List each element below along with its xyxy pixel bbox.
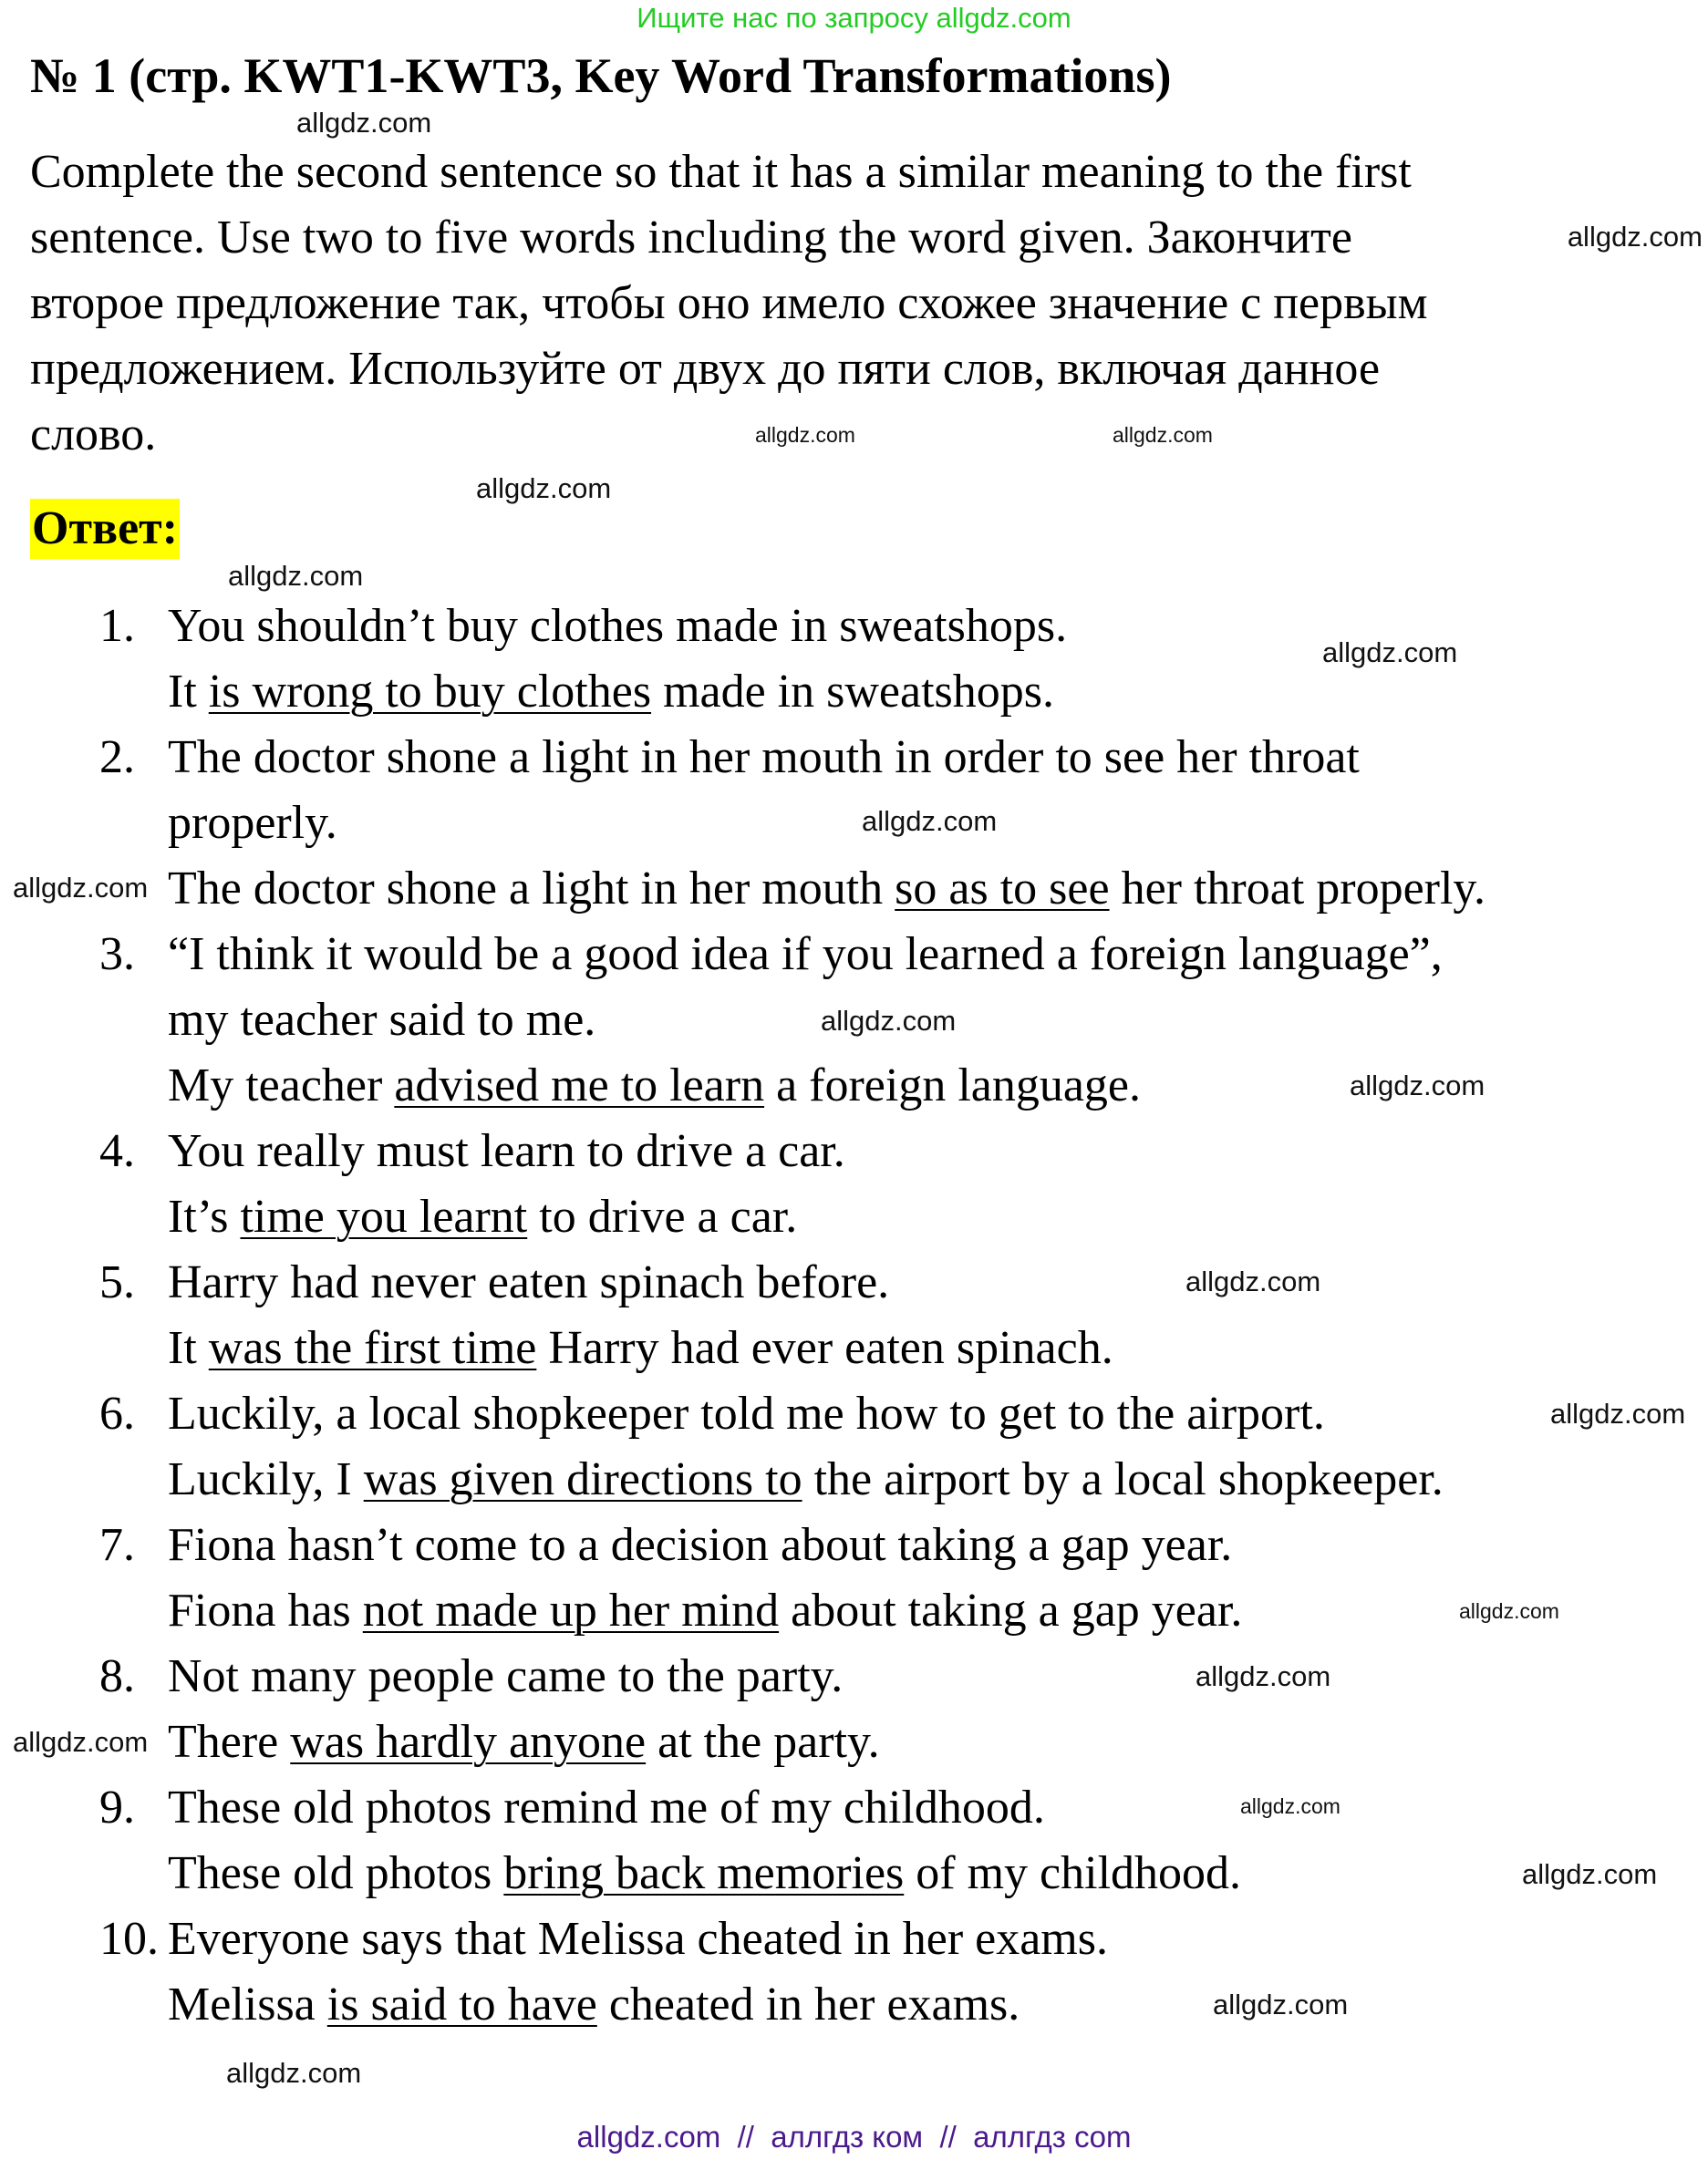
question-line bbox=[0, 1513, 1708, 1578]
watermark: allgdz.com bbox=[1567, 221, 1703, 253]
answer-underlined: bring back memories bbox=[503, 1847, 905, 1899]
answer-before: Luckily, I bbox=[168, 1453, 364, 1505]
watermark: allgdz.com bbox=[1350, 1070, 1485, 1101]
answer-underlined: is said to have bbox=[326, 1979, 597, 2030]
answer-underlined: was given directions to bbox=[363, 1453, 802, 1505]
answer-after: of my childhood. bbox=[904, 1847, 1242, 1899]
instructions-line: Complete the second sentence so that it has a similar meaning to the first bbox=[30, 146, 1412, 198]
question-line bbox=[0, 922, 1708, 987]
watermark: allgdz.com bbox=[1522, 1858, 1658, 1890]
question-text: Fiona hasn’t come to a decision about taking a gap year. bbox=[168, 1519, 1233, 1571]
answer-after: her throat properly. bbox=[1109, 863, 1486, 914]
question-text: The doctor shone a light in her mouth in order to see her throat bbox=[168, 731, 1360, 783]
watermark: allgdz.com bbox=[13, 872, 149, 904]
answer-line bbox=[0, 1578, 1708, 1644]
question-line bbox=[0, 1906, 1708, 1972]
question-line bbox=[0, 1250, 1708, 1316]
top-banner: Ищите нас по запросу allgdz.com bbox=[637, 2, 1071, 34]
question-line bbox=[0, 1644, 1708, 1710]
answer-before: These old photos bbox=[168, 1847, 504, 1899]
answer-underlined: was the first time bbox=[208, 1322, 537, 1374]
question-text: These old photos remind me of my childhood. bbox=[168, 1782, 1045, 1834]
question-text: Everyone says that Melissa cheated in her exams. bbox=[168, 1913, 1108, 1965]
watermark: allgdz.com bbox=[1213, 1989, 1349, 2020]
answer-underlined: advised me to learn bbox=[394, 1059, 765, 1111]
item-number: 3. bbox=[99, 928, 135, 980]
answer-line bbox=[0, 1710, 1708, 1775]
answer-text bbox=[168, 1972, 1020, 2038]
item-number: 10. bbox=[99, 1913, 159, 1965]
question-line bbox=[0, 1381, 1708, 1447]
watermark: allgdz.com bbox=[1240, 1794, 1341, 1818]
question-text: my teacher said to me. bbox=[168, 994, 596, 1046]
item-number: 6. bbox=[99, 1388, 135, 1440]
watermark: allgdz.com bbox=[228, 560, 364, 592]
watermark: allgdz.com bbox=[476, 472, 612, 504]
item-number: 2. bbox=[99, 731, 135, 783]
question-text: “I think it would be a good idea if you learned a foreign language”, bbox=[168, 928, 1443, 980]
answer-line bbox=[0, 659, 1708, 725]
list-item bbox=[0, 1119, 1708, 1250]
answer-text bbox=[168, 1053, 1141, 1119]
question-text: Not many people came to the party. bbox=[168, 1650, 844, 1702]
watermark: allgdz.com bbox=[1185, 1266, 1321, 1297]
answer-after: cheated in her exams. bbox=[596, 1979, 1020, 2030]
answer-after: at the party. bbox=[646, 1716, 880, 1768]
question-line bbox=[0, 1775, 1708, 1841]
item-number: 9. bbox=[99, 1782, 135, 1834]
answer-underlined: time you learnt bbox=[240, 1191, 528, 1243]
answer-line bbox=[0, 856, 1708, 922]
watermark: allgdz.com bbox=[1113, 423, 1213, 447]
answer-underlined: not made up her mind bbox=[362, 1585, 780, 1637]
answer-after: the airport by a local shopkeeper. bbox=[802, 1453, 1444, 1505]
page-title: № 1 (стр. KWT1-KWT3, Key Word Transformations) bbox=[30, 48, 1172, 103]
answer-before: The doctor shone a light in her mouth bbox=[168, 863, 895, 914]
instructions-line: предложением. Используйте от двух до пяти слов, включая данное bbox=[30, 343, 1381, 395]
instructions-line: sentence. Use two to five words including the word given. Закончите bbox=[30, 212, 1352, 264]
instructions-line: второе предложение так, чтобы оно имело схожее значение с первым bbox=[30, 277, 1428, 329]
answer-before: My teacher bbox=[168, 1059, 395, 1111]
answer-list bbox=[0, 594, 1708, 2038]
answer-before: Melissa bbox=[168, 1979, 327, 2030]
answer-before: It bbox=[168, 666, 209, 718]
list-item bbox=[0, 1906, 1708, 2038]
answer-text bbox=[168, 856, 1485, 922]
instructions-line: слово. bbox=[30, 408, 157, 460]
answer-text bbox=[168, 1184, 797, 1250]
question-text: Luckily, a local shopkeeper told me how to get to the airport. bbox=[168, 1388, 1325, 1440]
item-number: 5. bbox=[99, 1256, 135, 1308]
item-number: 1. bbox=[99, 600, 135, 652]
item-number: 7. bbox=[99, 1519, 135, 1571]
watermark: allgdz.com bbox=[862, 805, 998, 837]
question-text: You shouldn’t buy clothes made in sweatshops. bbox=[168, 600, 1068, 652]
question-line bbox=[0, 1119, 1708, 1184]
answer-before: It bbox=[168, 1322, 209, 1374]
watermark: allgdz.com bbox=[1550, 1398, 1686, 1430]
answer-text bbox=[168, 1578, 1242, 1644]
list-item bbox=[0, 1250, 1708, 1381]
answer-after: to drive a car. bbox=[527, 1191, 798, 1243]
answer-before: Fiona has bbox=[168, 1585, 363, 1637]
list-item bbox=[0, 1381, 1708, 1513]
question-text: Harry had never eaten spinach before. bbox=[168, 1256, 890, 1308]
answer-line bbox=[0, 1447, 1708, 1513]
answer-line bbox=[0, 1184, 1708, 1250]
watermark: allgdz.com bbox=[226, 2057, 362, 2089]
watermark: allgdz.com bbox=[1196, 1660, 1331, 1692]
list-item bbox=[0, 1775, 1708, 1906]
answer-line bbox=[0, 1972, 1708, 2038]
list-item bbox=[0, 1513, 1708, 1644]
question-text: properly. bbox=[168, 797, 337, 849]
list-item bbox=[0, 725, 1708, 922]
question-text: You really must learn to drive a car. bbox=[168, 1125, 845, 1177]
answer-text bbox=[168, 659, 1054, 725]
answer-text bbox=[168, 1316, 1113, 1381]
answer-text bbox=[168, 1841, 1241, 1906]
answer-line bbox=[0, 1316, 1708, 1381]
item-number: 4. bbox=[99, 1125, 135, 1177]
watermark: allgdz.com bbox=[13, 1726, 149, 1758]
answer-line bbox=[0, 1841, 1708, 1906]
list-item bbox=[0, 1644, 1708, 1775]
answer-text bbox=[168, 1447, 1444, 1513]
answer-after: Harry had ever eaten spinach. bbox=[536, 1322, 1113, 1374]
footer-links: allgdz.com // аллгдз ком // аллгдз com bbox=[576, 2120, 1132, 2154]
question-line bbox=[0, 790, 1708, 856]
question-line bbox=[0, 725, 1708, 790]
watermark: allgdz.com bbox=[1322, 636, 1458, 668]
answer-underlined: so as to see bbox=[895, 863, 1110, 914]
watermark: allgdz.com bbox=[1459, 1599, 1559, 1623]
answer-label: Ответ: bbox=[30, 499, 180, 559]
answer-after: made in sweatshops. bbox=[651, 666, 1054, 718]
answer-after: about taking a gap year. bbox=[779, 1585, 1243, 1637]
watermark: allgdz.com bbox=[296, 107, 432, 139]
answer-before: There bbox=[168, 1716, 291, 1768]
answer-after: a foreign language. bbox=[764, 1059, 1142, 1111]
item-number: 8. bbox=[99, 1650, 135, 1702]
answer-before: It’s bbox=[168, 1191, 241, 1243]
answer-underlined: is wrong to buy clothes bbox=[208, 666, 652, 718]
watermark: allgdz.com bbox=[755, 423, 855, 447]
answer-text bbox=[168, 1710, 880, 1775]
answer-underlined: was hardly anyone bbox=[290, 1716, 647, 1768]
watermark: allgdz.com bbox=[821, 1005, 957, 1037]
